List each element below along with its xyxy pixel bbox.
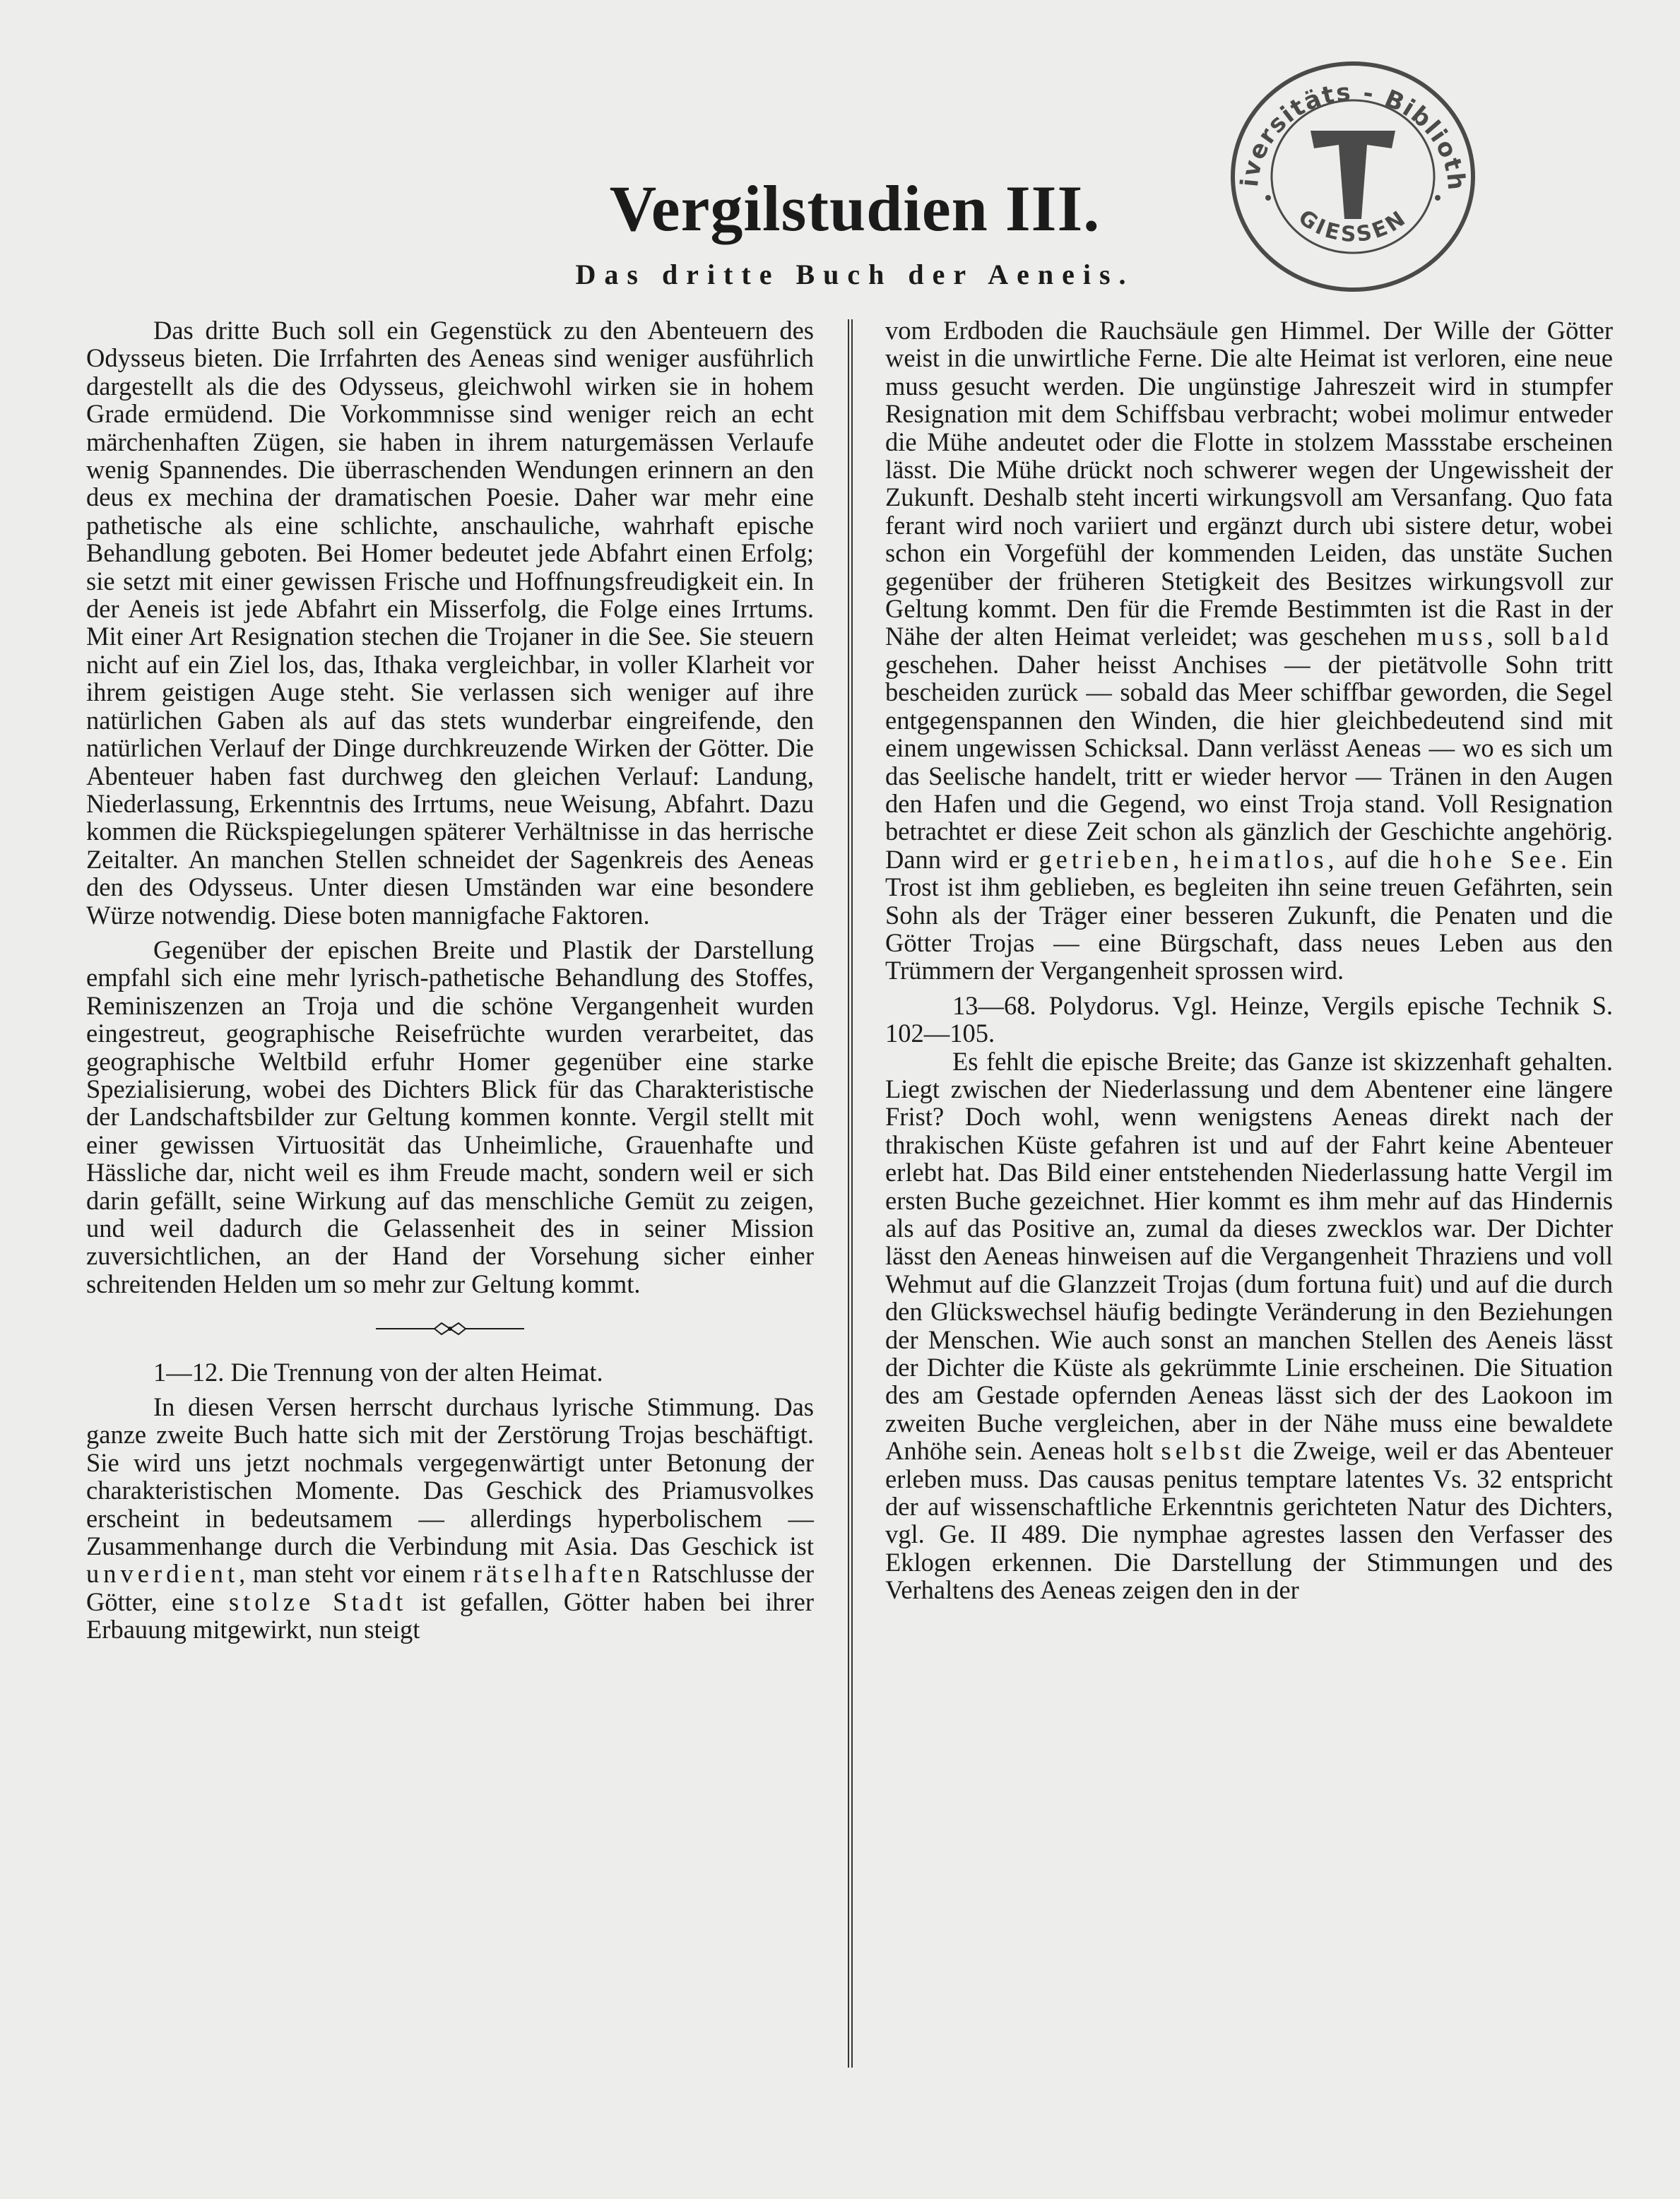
right-column <box>885 316 1613 1604</box>
section-heading: 1—12. Die Trennung von der alten Heimat. <box>153 1357 603 1387</box>
emphasis-heimatlos: heimatlos <box>1189 844 1328 874</box>
left-paragraph-3: In diesen Versen herrscht durchaus lyrische Stimmung. Das ganze zweite Buch hatte sich mit der Zerstörung Trojas beschäftigt. Sie wird uns jetzt nochmals vergegenwärtigt unter Betonung der charakteristischen Momente. Das Geschick des Priamusvolkes erscheint in bedeutsamem — allerdings hyperbolischem — Zusammenhange durch die Verbindung mit Asia. Das Geschick ist unverdient, man steht vor einem rätselhaften Ratschlusse der Götter, eine stolze Stadt ist gefallen, Götter haben bei ihrer Erbauung mitgewirkt, nun steigt <box>86 1392 815 1644</box>
page-subtitle: Das dritte Buch der Aeneis. <box>575 259 1135 290</box>
ornament-divider <box>86 1315 814 1342</box>
emphasis-selbst: selbst <box>1161 1436 1246 1466</box>
emphasis-stolze-stadt: stolze Stadt <box>228 1587 408 1616</box>
left-paragraph-1: Das dritte Buch soll ein Gegenstück zu den Abenteuern des Odysseus bieten. Die Irrfahrten des Aeneas sind weniger ausführlich dargestellt als die des Odysseus, gleichwohl wirken sie in hohem Grade ermüdend. Die Vorkommnisse sind weniger reich an echt märchenhaften Zügen, sie haben in ihrem naturgemässen Verlaufe wenig Spannendes. Die überraschenden Wendungen erinnern an den deus ex mechina der dramatischen Poesie. Daher war mehr eine pathetische als eine schlichte, anschauliche, wahrhaft epische Behandlung geboten. Bei Homer bedeutet jede Abfahrt einen Erfolg; sie setzt mit einer gewissen Frische und Hoffnungsfreudigkeit ein. In der Aeneis ist jede Abfahrt ein Misserfolg, die Folge eines Irrtums. Mit einer Art Resignation stechen die Trojaner in die See. Sie steuern nicht auf ein Ziel los, das, Ithaka vergleichbar, in voller Klarheit vor ihrem geistigen Auge steht. Sie verlassen sich weniger auf ihre natürlichen Gaben als auf das stets wunderbar eingreifende, den natürlichen Verlauf der Dinge durchkreuzende Wirken der Götter. Die Abenteuer haben fast durchweg den gleichen Verlauf: Landung, Niederlassung, Erkenntnis des Irrtums, neue Weisung, Abfahrt. Dazu kommen die Rückspiegelungen späterer Verhältnisse in das herrische Zeitalter. An manchen Stellen schneidet der Sagenkreis des Aeneas den des Odysseus. Unter diesen Umständen war eine besondere Würze notwendig. Diese boten mannigfache Faktoren. <box>86 316 814 930</box>
svg-text:Universitäts - Bibliothek: iversitäts - Biblioth <box>1236 78 1471 193</box>
floral-ornament-icon <box>372 1320 528 1337</box>
column-rule <box>848 319 853 2068</box>
left-column <box>86 316 814 1644</box>
right-paragraph-1: vom Erdboden die Rauchsäule gen Himmel. Der Wille der Götter weist in die unwirtliche Ferne. Die alte Heimat ist verloren, eine neue muss gesucht werden. Die ungünstige Jahreszeit wird in stumpfer Resignation mit dem Schiffsbau verbracht; wobei molimur entweder die Mühe andeutet oder die Flotte in stolzem Massstabe erscheinen lässt. Die Mühe drückt noch schwerer wegen der Ungewissheit der Zukunft. Deshalb steht incerti wirkungsvoll am Versanfang. Quo fata ferant wird noch variiert und ergänzt durch ubi sistere detur, wobei schon ein Vorgefühl der kommenden Leiden, das unstäte Suchen gegenüber der früheren Stetigkeit des Besitzes wirkungsvoll zur Geltung kommt. Den für die Fremde Bestimmten ist die Rast in der Nähe der alten Heimat verleidet; was geschehen muss, soll bald geschehen. Daher heisst Anchises — der pietätvolle Sohn tritt bescheiden zurück — sobald das Meer schiffbar geworden, die Segel entgegenspannen den Winden, die hier gleichbedeutend sind mit einem ungewissen Schicksal. Dann verlässt Aeneas — wo es sich um das Seelische handelt, tritt er wieder hervor — Tränen in den Augen den Hafen und die Gegend, wo einst Troja stand. Voll Resignation betrachtet er diese Zeit schon als gänzlich der Geschichte angehörig. Dann wird er getrieben, heimatlos, auf die hohe See. Ein Trost ist ihm geblieben, es begleiten ihn seine treuen Gefährten, sein Sohn als der Träger einer besseren Zukunft, die Penaten und die Götter Trojas — eine Bürgschaft, dass neues Leben aus den Trümmern der Vergangenheit sprossen wird. <box>885 316 1614 985</box>
right-paragraph-3: Es fehlt die epische Breite; das Ganze ist skizzenhaft gehalten. Liegt zwischen der Niederlassung und dem Abentener eine längere Frist? Doch wohl, wenn wenigstens Aeneas direkt nach der thrakischen Küste gefahren ist und auf der Fahrt keine Abenteuer erlebt hat. Das Bild einer entstehenden Niederlassung hatte Vergil im ersten Buche gezeichnet. Hier kommt es ihm mehr auf das Hindernis als auf das Positive an, zumal da dieses zwecklos war. Der Dichter lässt den Aeneas hinweisen auf die Vergangenheit Thraziens und voll Wehmut auf die Glanzzeit Trojas (dum fortuna fuit) und auf die durch den Glückswechsel häufig bedingte Veränderung in den Beziehungen der Menschen. Wie auch sonst an manchen Stellen des Aeneis lässt der Dichter die Küste als gekrümmte Linie erscheinen. Die Situation des am Gestade opfernden Aeneas lässt sich der des Laokoon im zweiten Buche vergleichen, aber in der Nähe muss eine bewaldete Anhöhe sein. Aeneas holt selbst die Zweige, weil er das Abenteuer erleben muss. Das causas penitus temptare latentes Vs. 32 entspricht der auf wissenschaftliche Erkenntnis gerichteten Natur des Dichters, vgl. Ge. II 489. Die nymphae agrestes lassen den Verfasser des Eklogen erkennen. Die Darstellung der Stimmungen und des Verhaltens des Aeneas zeigen den in der <box>885 1046 1613 1605</box>
emphasis-unverdient: unverdient <box>86 1559 239 1589</box>
right-paragraph-2: 13—68. Polydorus. Vgl. Heinze, Vergils epische Technik S. 102—105. <box>885 990 1613 1048</box>
emphasis-raetselhaften: rätselhaften <box>473 1559 644 1589</box>
emphasis-bald: bald <box>1551 622 1614 651</box>
stamp-city: GIESSEN <box>1294 205 1412 247</box>
left-paragraph-2: Gegenüber der epischen Breite und Plastik der Darstellung empfahl sich eine mehr lyrisch-pathetische Behandlung des Stoffes, Reminiszenzen an Troja und die schöne Vergangenheit wurden eingestreut, geographische Reisefrüchte wurden verarbeitet, das geographische Weltbild erfuhr Homer gegenüber eine starke Spezialisierung, wobei des Dichters Blick für das Charakteristische der Landschaftsbilder zur Geltung kommen konnte. Vergil stellt mit einer gewissen Virtuosität das Unheimliche, Grauenhafte und Hässliche dar, nicht weil es ihm Freude macht, sondern weil er sich darin gefällt, seine Wirkung auf das menschliche Gemüt zu zeigen, und weil dadurch die Gelassenheit des in seiner Mission zuversichtlichen, an der Hand der Vorsehung sicher einher schreitenden Helden um so mehr zur Geltung kommt. <box>86 935 814 1298</box>
page-title: Vergilstudien III. <box>609 172 1101 244</box>
emphasis-hohe-see: hohe See <box>1428 844 1561 874</box>
emphasis-getrieben: getrieben <box>1039 844 1173 874</box>
emphasis-muss: muss <box>1416 622 1487 651</box>
